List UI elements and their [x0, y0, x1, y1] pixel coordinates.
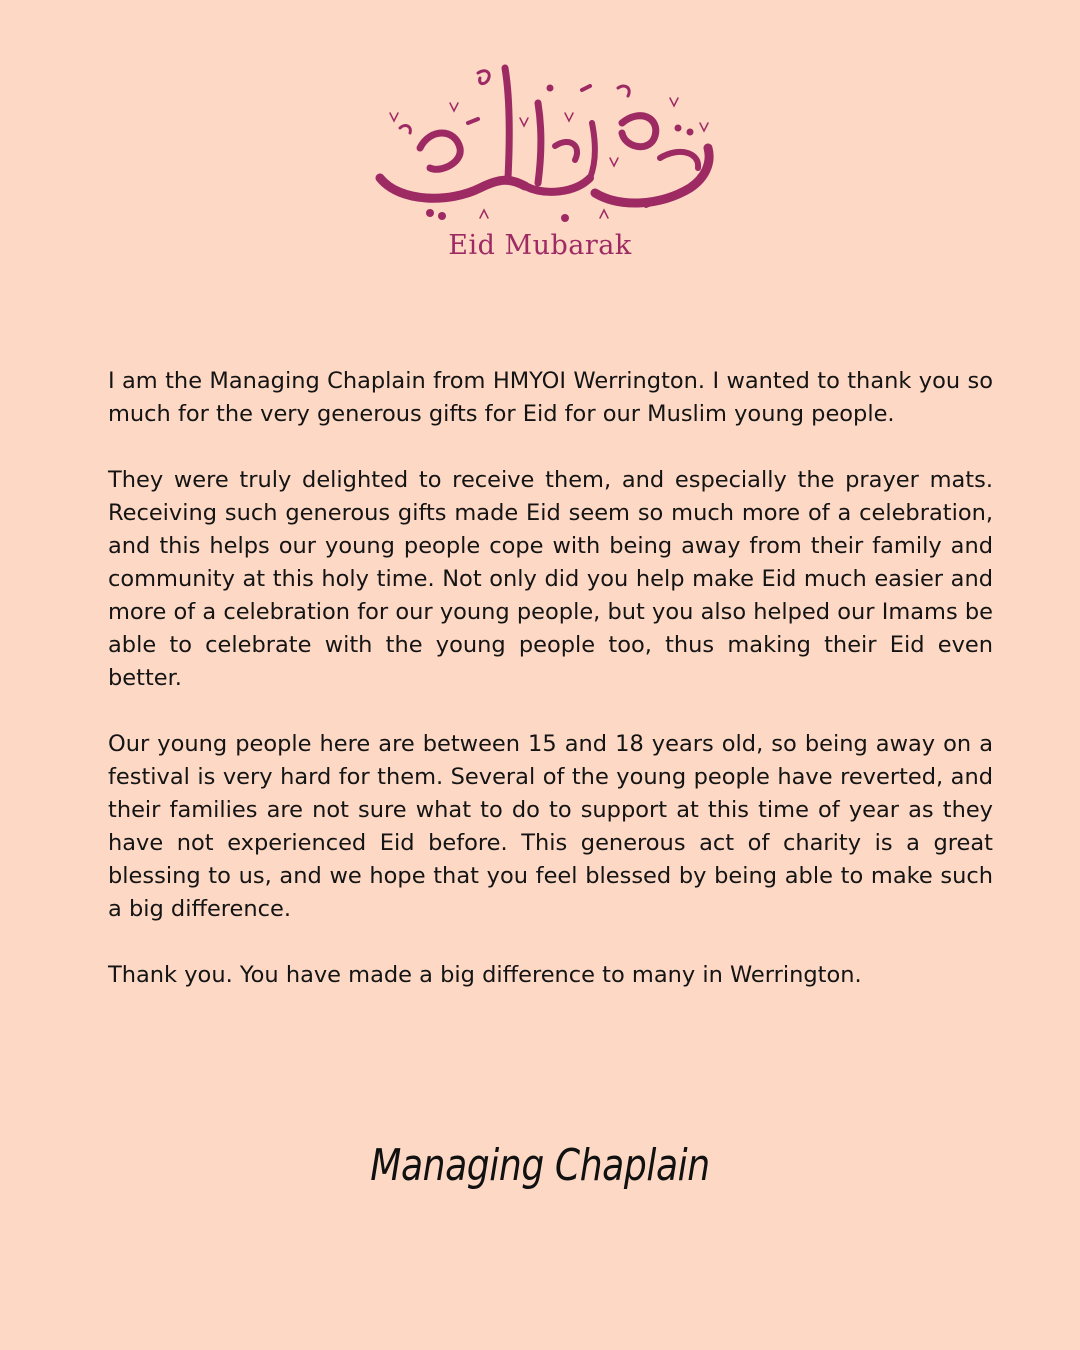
header — [0, 24, 1080, 274]
letter-body — [108, 365, 993, 1025]
eid-mubarak-calligraphy-logo — [360, 28, 730, 228]
eid-mubarak-subtitle: Eid Mubarak — [448, 230, 632, 261]
letter-paragraph: They were truly delighted to receive them, and especially the prayer mats. Receiving such generous gifts made Eid seem so much more of a celebration, and this helps our young people cope with being away from their family and community at this holy time. Not only did you help make Eid much easier and more of a celebration for our young people, but you also helped our Imams be able to celebrate with the young people too, thus making their Eid even better. — [108, 467, 993, 691]
letter-closing: Thank you. You have made a big difference to many in Werrington. — [108, 962, 862, 988]
letter-paragraph: Our young people here are between 15 and 18 years old, so being away on a festival is very hard for them. Several of the young people have reverted, and their families are not sure what to do to support at this time of year as they have not experienced Eid before. This generous act of charity is a great blessing to us, and we hope that you feel blessed by being able to make such a big difference. — [108, 731, 993, 922]
letter-paragraph: I am the Managing Chaplain from HMYOI Werrington. I wanted to thank you so much for the very generous gifts for Eid for our Muslim young people. — [108, 368, 993, 427]
signature: Managing Chaplain — [370, 1140, 710, 1191]
